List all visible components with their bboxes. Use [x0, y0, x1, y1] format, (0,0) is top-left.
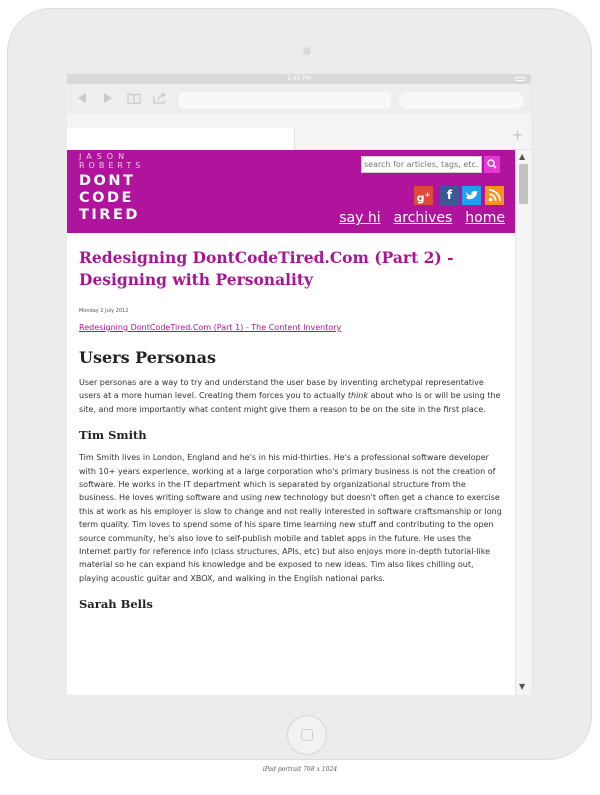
camera: [303, 47, 311, 55]
twitter-icon[interactable]: [462, 186, 481, 205]
status-bar: [67, 74, 531, 84]
facebook-icon[interactable]: f: [440, 186, 459, 205]
intro-text-2: about who is or will be using the site, and more importantly what content might give them a reason to be on the site in the first place.: [79, 391, 501, 414]
nav-archives[interactable]: archives: [393, 210, 453, 226]
scroll-up-icon[interactable]: ▲: [519, 152, 526, 161]
page-scrollbar[interactable]: [515, 150, 531, 695]
article-date: Monday 2 July 2012: [79, 308, 129, 314]
browser-toolbar: [67, 84, 531, 114]
previous-article-link[interactable]: Redesigning DontCodeTired.Com (Part 1) - The Content Inventory: [79, 323, 342, 332]
logo-author[interactable]: [79, 152, 144, 170]
logo-author-text-2: ROBERTS: [79, 161, 145, 170]
ipad-screen: [67, 74, 531, 695]
site-nav: [339, 210, 505, 226]
home-button-icon: [301, 729, 313, 741]
site-header: [67, 150, 515, 233]
browser-search-bar[interactable]: [399, 92, 524, 109]
web-page: [67, 150, 515, 695]
rss-icon[interactable]: [485, 186, 504, 205]
home-button[interactable]: [287, 715, 327, 755]
intro-emphasis: think: [347, 391, 368, 401]
scrollbar-thumb[interactable]: [519, 164, 528, 204]
intro-text-1: User personas are a way to try and understand the user base by inventing archetypal representative users at a more human level. Creating them forces you to actually: [79, 378, 484, 401]
article-title: Redesigning DontCodeTired.Com (Part 2) - Designing with Personality: [79, 248, 454, 289]
intro-paragraph: [79, 376, 503, 416]
active-tab[interactable]: [67, 128, 295, 150]
logo-line-3: TIRED: [79, 207, 140, 223]
search-button[interactable]: [484, 156, 500, 173]
device-caption: iPad portrait 768 x 1024: [262, 766, 338, 773]
status-time: 1:45 PM: [286, 75, 312, 82]
section-heading: Users Personas: [79, 348, 217, 367]
forward-arrow-icon[interactable]: [103, 92, 113, 104]
site-logo[interactable]: [79, 173, 140, 224]
logo-line-2: CODE: [79, 190, 134, 206]
tab-bar: [67, 114, 531, 150]
persona-paragraph: Tim Smith lives in London, England and he's in his mid-thirties. He's a professional software developer with 10+ years experience, working at a large corporation who's primary business is not the creation of software. He works in the IT department which is separated by organizational structure from the business. He loves writing software and using new technology but doesn't often get a chance to exercise this at work as his employer is slow to change and not really interested in software craftsmanship or long term quality. Tim loves to spend some of his spare time learning new stuff and contributing to the open source community, he's also love to self-publish mobile and tablet apps in the future. He uses the Internet partly for reference info (class structures, APIs, etc) but also enjoys more in-depth tutorial-like material so he can expand his knowledge and be exposed to new ideas. Tim also likes chilling out, playing acoustic guitar and XBOX, and walking in the English national parks.: [79, 453, 502, 583]
persona-heading-2: Sarah Bells: [79, 597, 153, 612]
site-search: [361, 156, 500, 173]
nav-home[interactable]: home: [465, 210, 505, 226]
rss-shape: [488, 189, 501, 202]
battery-icon: [515, 77, 525, 81]
google-plus-icon[interactable]: g+: [414, 186, 433, 205]
scroll-down-icon[interactable]: ▼: [519, 682, 526, 691]
address-bar[interactable]: [179, 92, 391, 109]
share-icon[interactable]: [153, 92, 167, 104]
twitter-bird-shape: [465, 190, 478, 201]
logo-author-text: JASON: [79, 152, 130, 161]
persona-heading: Tim Smith: [79, 428, 147, 443]
book-icon[interactable]: [127, 92, 141, 104]
back-arrow-icon[interactable]: [77, 92, 87, 104]
logo-line-1: DONT: [79, 173, 136, 189]
site-search-input[interactable]: [361, 156, 482, 173]
nav-say-hi[interactable]: say hi: [339, 210, 381, 226]
new-tab-button[interactable]: +: [512, 128, 523, 143]
search-icon: [487, 159, 497, 169]
article: [67, 233, 515, 611]
